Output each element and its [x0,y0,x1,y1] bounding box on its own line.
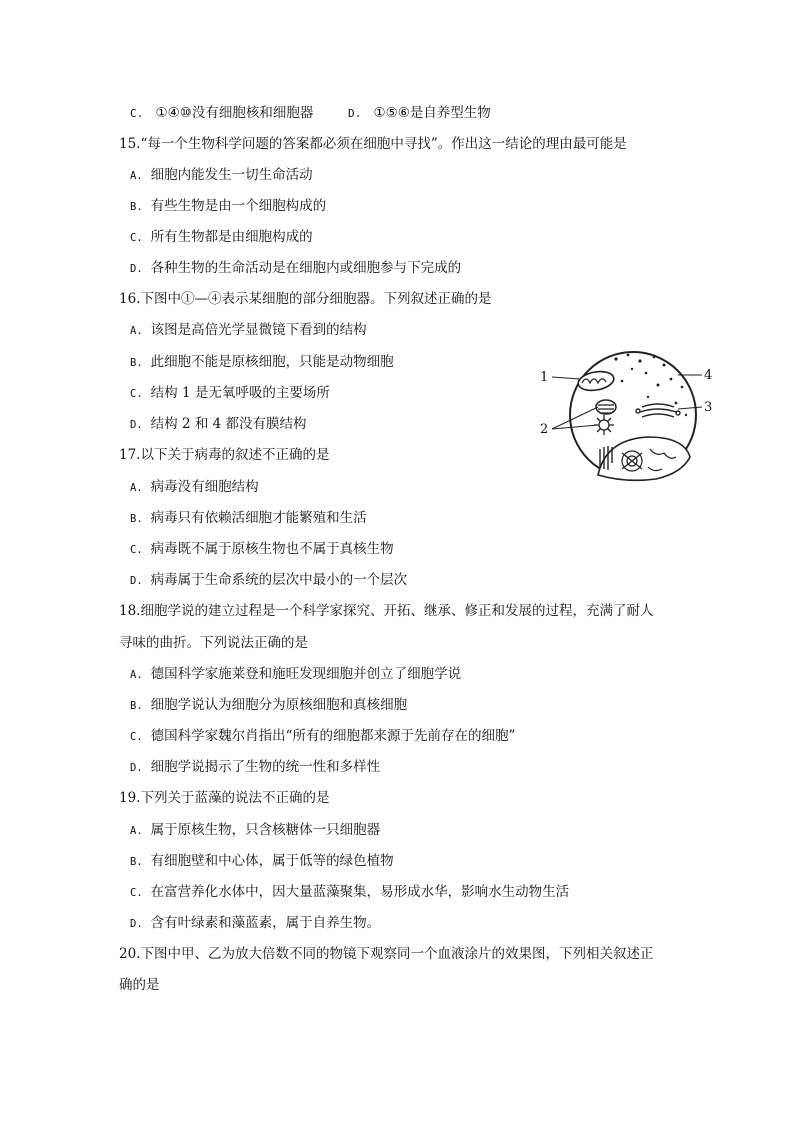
option-text: 细胞内能发生一切生命活动 [150,167,313,183]
q18-option-d [130,757,380,778]
option-text: 病毒既不属于原核生物也不属于真核生物 [150,541,394,557]
q15-option-c [130,227,313,248]
option-text: 病毒没有细胞结构 [150,479,259,495]
question-16-stem: 16.下图中①—④表示某细胞的部分细胞器。下列叙述正确的是 [119,291,492,307]
option-letter: C. [130,887,143,899]
option-letter: B. [130,700,143,712]
option-letter: A. [130,325,143,337]
question-15-stem: 15.“每一个生物科学问题的答案都必须在细胞中寻找”。作出这一结论的理由最可能是 [119,136,627,152]
q19-option-a [130,820,380,841]
q15-option-d [130,258,461,279]
organelle-2-upper [596,400,616,414]
option-text: 各种生物的生命活动是在细胞内或细胞参与下完成的 [150,260,462,276]
option-text: 病毒只有依赖活细胞才能繁殖和生活 [150,510,367,526]
option-letter: B. [130,513,143,525]
option-text: 含有叶绿素和藻蓝素，属于自养生物。 [150,915,381,931]
option-text: 德国科学家魏尔肖指出“所有的细胞都来源于先前存在的细胞” [150,728,516,744]
option-text: 该图是高倍光学显微镜下看到的结构 [150,322,367,338]
q16-option-a [130,320,367,341]
question-20-stem-line2: 确的是 [119,977,160,993]
option-letter: C. [130,107,144,120]
q17-option-d [130,570,407,591]
question-18-stem-line2: 寻味的曲折。下列说法正确的是 [119,635,308,651]
option-letter: D. [130,918,143,930]
option-text: 德国科学家施莱登和施旺发现细胞并创立了细胞学说 [150,666,462,682]
option-text: 属于原核生物，只含核糖体一只细胞器 [150,822,381,838]
option-letter: D. [130,575,143,587]
option-text: ①④⑩没有细胞核和细胞器 [155,105,314,121]
option-text: 结构 1 是无氧呼吸的主要场所 [150,385,330,401]
option-letter: A. [130,482,143,494]
q19-option-b [130,851,394,872]
question-19-stem: 19.下列关于蓝藻的说法不正确的是 [119,790,330,806]
option-text: 所有生物都是由细胞构成的 [150,229,313,245]
q18-option-b [130,695,407,716]
option-letter: D. [347,107,362,120]
option-letter: A. [130,170,143,182]
option-letter: D. [130,419,143,431]
q16-option-d [130,414,307,435]
option-text: 此细胞不能是原核细胞，只能是动物细胞 [150,354,394,370]
option-text: 结构 2 和 4 都没有膜结构 [150,416,307,432]
q17-option-b [130,508,367,529]
q15-option-a [130,165,313,186]
figure-label-4: 4 [704,368,713,383]
option-letter: C. [130,731,143,743]
option-letter: C. [130,232,143,244]
option-text: 在富营养化水体中，因大量蓝藻聚集，易形成水华，影响水生动物生活 [150,884,570,900]
option-text: 有细胞壁和中心体，属于低等的绿色植物 [150,853,394,869]
option-letter: B. [130,201,143,213]
option-letter: C. [130,544,143,556]
q16-option-b [130,352,394,373]
option-letter: D. [130,263,143,275]
q19-option-d [130,913,380,934]
q16-option-c [130,383,330,404]
question-18-stem-line1: 18.细胞学说的建立过程是一个科学家探究、开拓、继承、修正和发展的过程，充满了耐人 [119,603,654,619]
cell-organelle-figure [536,345,716,485]
option-text: 有些生物是由一个细胞构成的 [150,198,327,214]
option-letter: C. [130,388,143,400]
figure-label-3: 3 [704,400,713,415]
q19-option-c [130,882,569,903]
option-text: 细胞学说认为细胞分为原核细胞和真核细胞 [150,697,408,713]
figure-label-1: 1 [540,370,549,385]
q17-option-c [130,539,394,560]
option-text: ①⑤⑥是自养型生物 [373,105,491,121]
option-letter: A. [130,669,143,681]
q15-option-b [130,196,326,217]
q18-option-c [130,726,515,747]
option-letter: B. [130,856,143,868]
option-letter: B. [130,357,143,369]
top-options-row [130,103,491,124]
option-letter: A. [130,825,143,837]
question-20-stem-line1: 20.下图中甲、乙为放大倍数不同的物镜下观察同一个血液涂片的效果图，下列相关叙述正 [119,946,654,962]
option-text: 病毒属于生命系统的层次中最小的一个层次 [150,572,408,588]
q17-option-a [130,477,259,498]
question-17-stem: 17.以下关于病毒的叙述不正确的是 [119,447,330,463]
option-text: 细胞学说揭示了生物的统一性和多样性 [150,759,381,775]
q18-option-a [130,664,461,685]
option-letter: D. [130,762,143,774]
figure-label-2: 2 [540,422,549,437]
